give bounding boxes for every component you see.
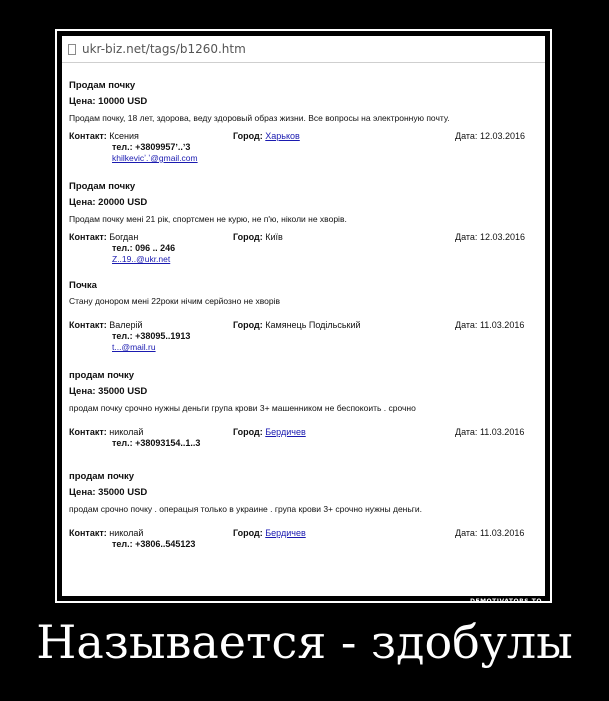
date-label: Дата: [455,427,478,437]
listing-title: Продам почку [69,80,136,91]
listing-item [69,370,539,449]
contact-label: Контакт: [69,427,107,437]
phone-number: тел.: +3806..545123 [112,539,196,549]
listing-description: Продам почку, 18 лет, здорова, веду здоровый образ жизни. Все вопросы на электронную почту. [69,113,450,123]
date-block [455,320,524,330]
listing-price: Цена: 35000 USD [69,386,148,397]
contact-name: Ксения [109,131,139,141]
listing-item [69,280,539,353]
date-block [455,427,524,437]
city-link[interactable]: Бердичев [265,528,306,538]
phone-number: тел.: +38093154..1..3 [112,438,201,448]
city-block [233,427,306,437]
listing-item [69,80,539,164]
date-label: Дата: [455,528,478,538]
date-label: Дата: [455,232,478,242]
contact-name: Богдан [109,232,139,242]
listing-title: Почка [69,280,97,291]
city-block [233,232,283,242]
city-value: Камянець Подільський [265,320,361,330]
listing-description: Продам почку мені 21 рік, спортсмен не курю, не п'ю, ніколи не хворів. [69,214,347,224]
contact-row [69,232,539,243]
listing-title: Продам почку [69,181,136,192]
city-label: Город: [233,320,263,330]
contact-row [69,131,539,142]
date-block [455,528,524,538]
page-icon [68,44,76,55]
contact-row [69,528,539,539]
listing-price: Цена: 10000 USD [69,96,148,107]
listing-price: Цена: 35000 USD [69,487,148,498]
date-block [455,232,525,242]
listing-price: Цена: 20000 USD [69,197,148,208]
listing-title: продам почку [69,370,135,381]
city-block [233,528,306,538]
date-value: 11.03.2016 [479,528,525,538]
city-block [233,320,361,330]
contact-label: Контакт: [69,131,107,141]
city-value: Київ [265,232,283,242]
city-link[interactable]: Харьков [265,131,300,141]
date-label: Дата: [455,320,478,330]
city-block [233,131,300,141]
poster-frame [55,29,552,603]
listing-item [69,471,539,550]
contact-label: Контакт: [69,232,107,242]
date-value: 12.03.2016 [479,232,525,242]
city-label: Город: [233,427,263,437]
date-value: 12.03.2016 [479,131,525,141]
city-label: Город: [233,528,263,538]
date-value: 11.03.2016 [479,427,525,437]
contact-name: Валерій [109,320,143,330]
date-label: Дата: [455,131,478,141]
contact-label: Контакт: [69,528,107,538]
listing-description: продам срочно почку . операцыя только в украине . група крови 3+ срочно нужны деньги. [69,504,423,514]
contact-name: николай [109,528,144,538]
caption: Называется - здобулы [36,615,573,669]
date-block [455,131,525,141]
address-bar[interactable] [62,36,545,63]
listings [69,80,539,550]
phone-number: тел.: +38095..1913 [112,331,191,341]
url-text: ukr-biz.net/tags/b1260.htm [82,42,246,56]
contact-row [69,320,539,331]
contact-row [69,427,539,438]
screenshot-panel [62,36,545,596]
email-link[interactable]: khilkevicʼ.ʼ@gmail.com [112,153,198,163]
listing-item [69,181,539,265]
phone-number: тел.: +3809957ʼ..ʼ3 [112,142,191,152]
email-link[interactable]: Z..19..@ukr.net [112,254,171,264]
listing-description: Стану донором мені 22роки нічим серйозно не хворів [69,296,281,306]
contact-name: николай [109,427,144,437]
phone-number: тел.: 096 .. 246 [112,243,176,253]
watermark: DEMOTIVATORS.TO [470,598,542,605]
email-link[interactable]: t...@mail.ru [112,342,156,352]
listing-title: продам почку [69,471,135,482]
city-label: Город: [233,131,263,141]
date-value: 11.03.2016 [479,320,525,330]
city-link[interactable]: Бердичев [265,427,306,437]
city-label: Город: [233,232,263,242]
listing-description: продам почку срочно нужны деньги група крови 3+ машенником не беспокоить . срочно [69,403,416,413]
contact-label: Контакт: [69,320,107,330]
